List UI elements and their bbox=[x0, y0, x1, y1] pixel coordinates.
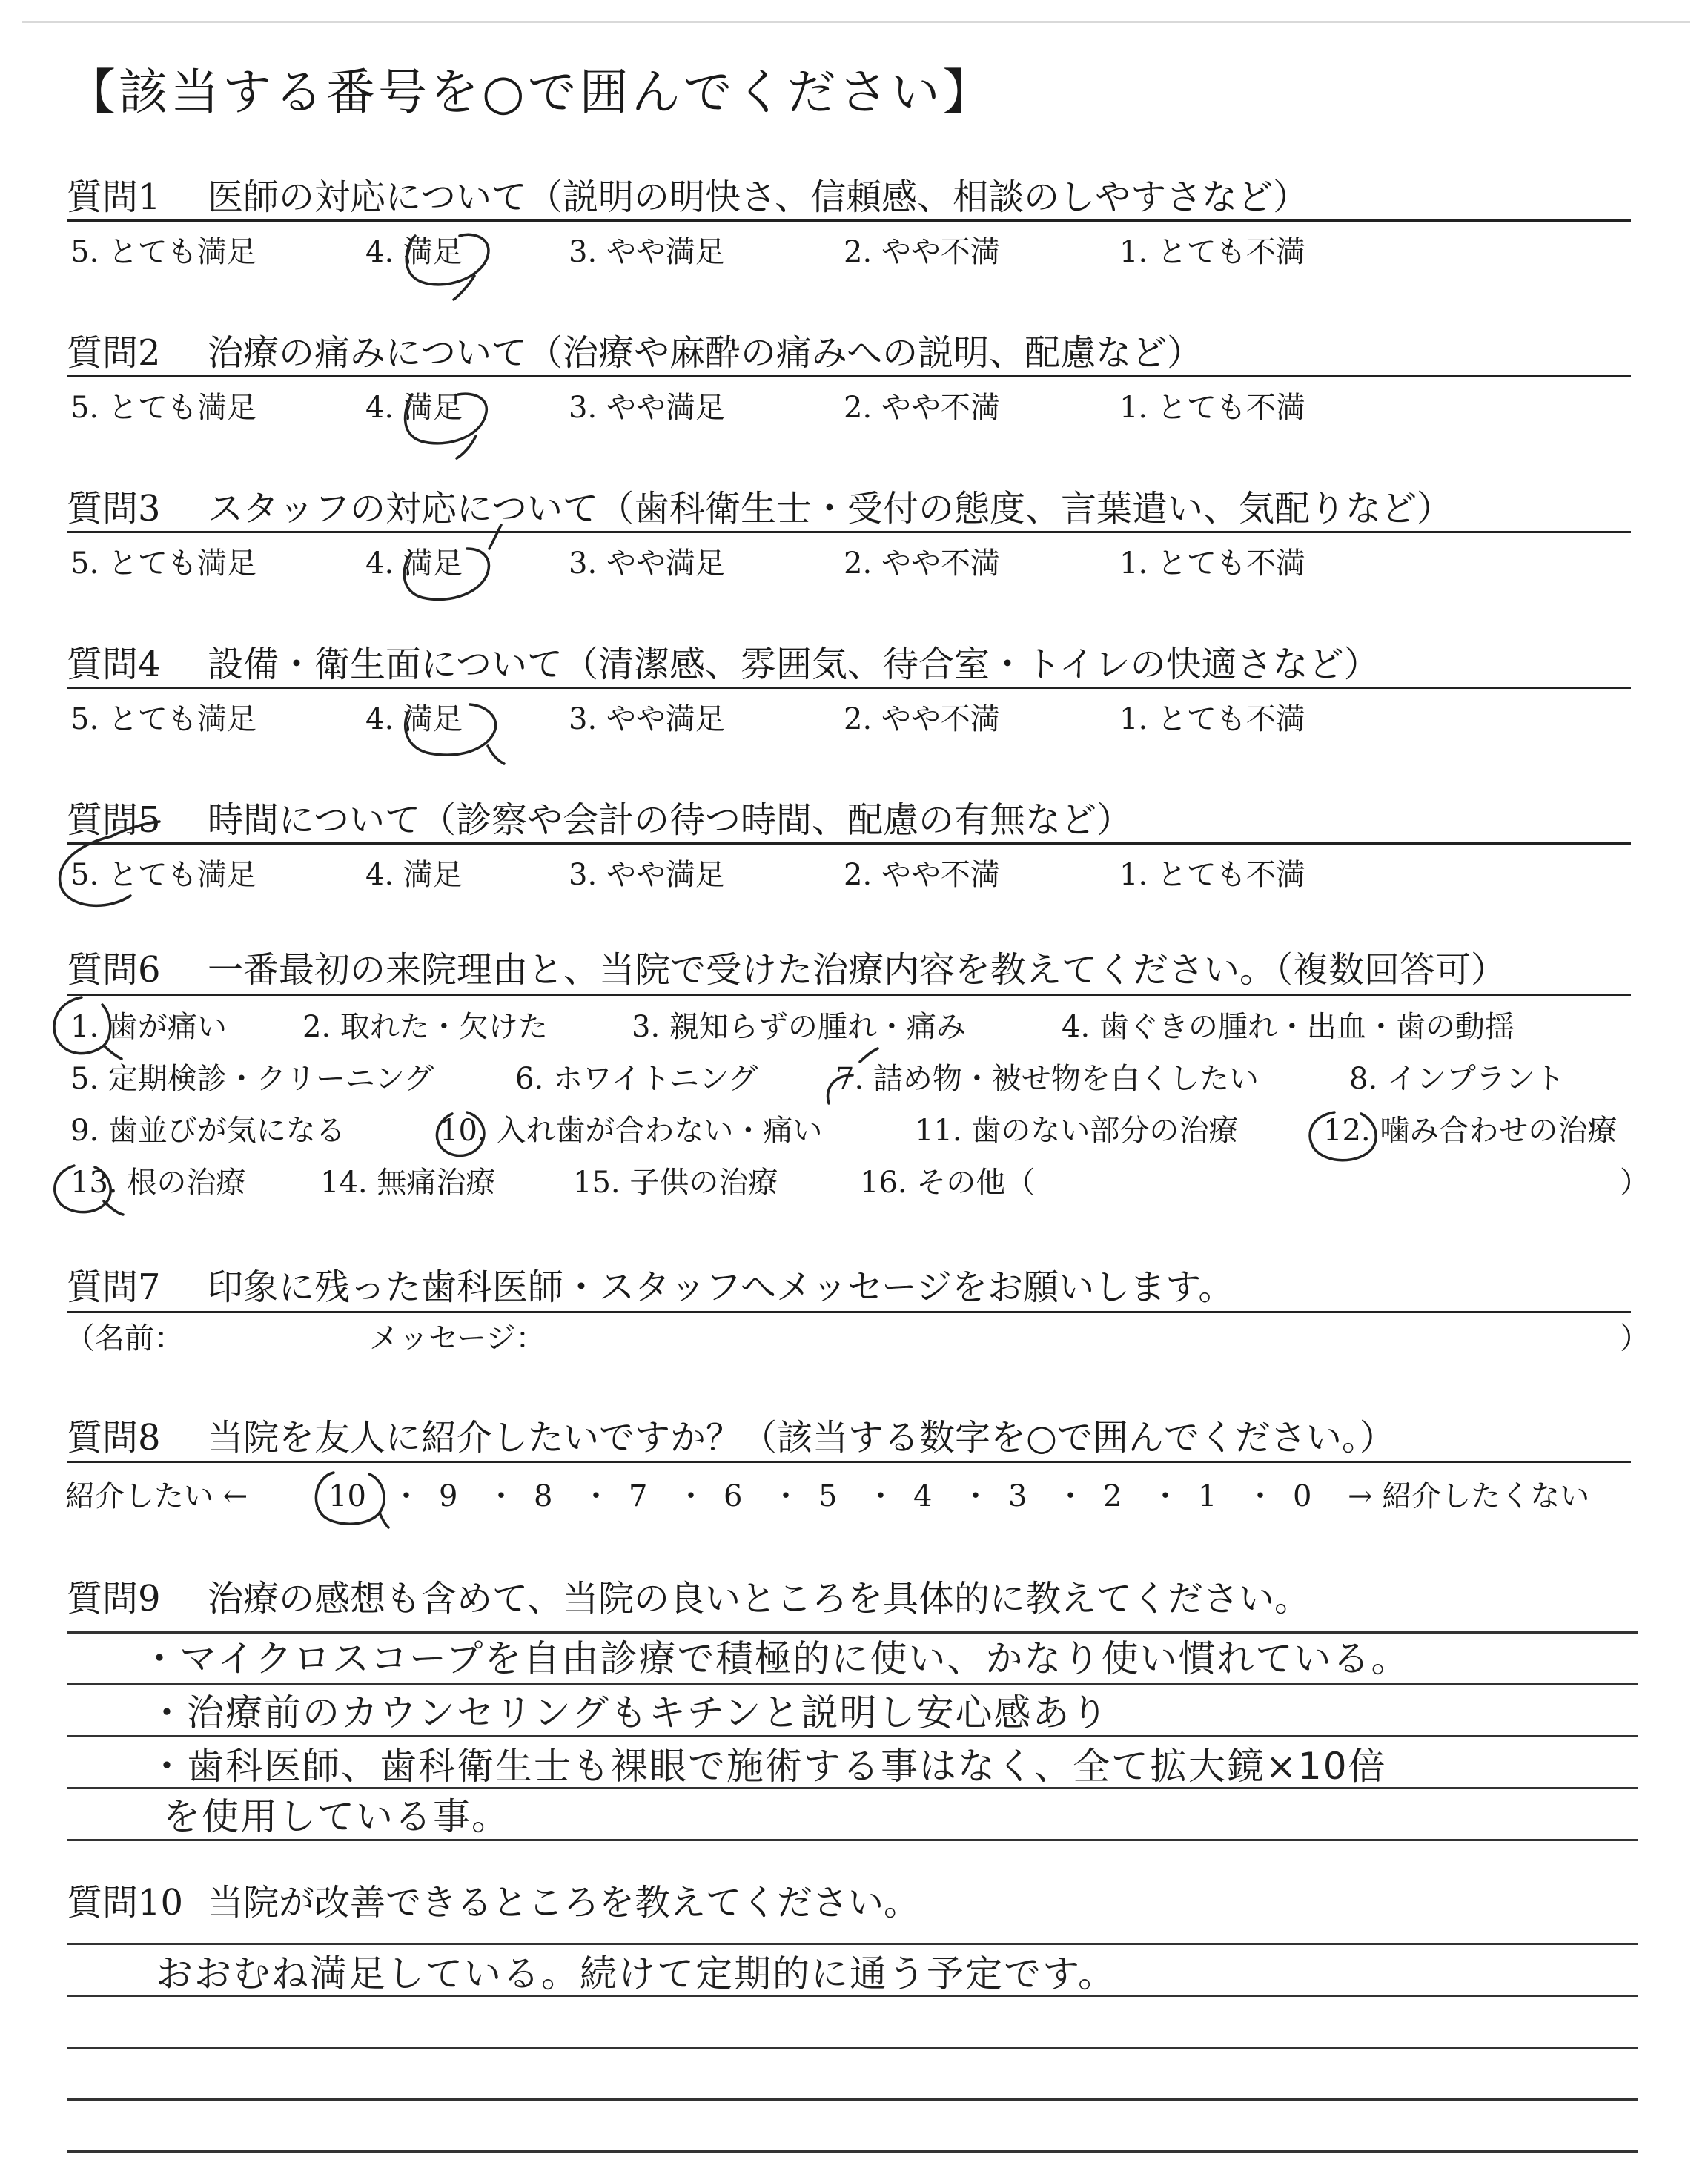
q6-number: 質問6 bbox=[67, 949, 161, 991]
q8-score-9[interactable]: 9 bbox=[439, 1479, 458, 1513]
q9-rule-line bbox=[67, 1839, 1638, 1841]
q1-title bbox=[67, 176, 1309, 218]
q5-number: 質問5 bbox=[67, 799, 161, 841]
q8-number: 質問8 bbox=[67, 1417, 161, 1459]
q8-score-2[interactable]: 2 bbox=[1103, 1479, 1122, 1513]
q5-option-2[interactable]: 2. やや不満 bbox=[844, 858, 1000, 892]
q6-option-5[interactable]: 5. 定期検診・クリーニング bbox=[70, 1062, 434, 1096]
q4-option-4[interactable]: 4. 満足 bbox=[365, 702, 463, 736]
q6-option-16[interactable]: 16. その他（ bbox=[860, 1166, 1036, 1200]
q5-option-4[interactable]: 4. 満足 bbox=[365, 858, 463, 892]
q6-option-4[interactable]: 4. 歯ぐきの腫れ・出血・歯の動揺 bbox=[1062, 1010, 1515, 1044]
q9-answer-line-4: を使用している事。 bbox=[163, 1795, 510, 1838]
q3-option-1[interactable]: 1. とても不満 bbox=[1119, 546, 1305, 581]
q7-underline bbox=[67, 1311, 1631, 1313]
q8-dot: ・ bbox=[1056, 1479, 1085, 1513]
q2-option-4[interactable]: 4. 満足 bbox=[365, 391, 463, 425]
q1-underline bbox=[67, 219, 1631, 222]
q6-title bbox=[67, 949, 1507, 991]
q2-underline bbox=[67, 375, 1631, 377]
q1-option-4[interactable]: 4. 満足 bbox=[365, 235, 463, 269]
q8-left-label: 紹介したい ← bbox=[65, 1479, 248, 1513]
q6-underline bbox=[67, 994, 1631, 996]
q8-score-4[interactable]: 4 bbox=[913, 1479, 933, 1513]
top-border bbox=[22, 21, 1690, 23]
q5-title bbox=[67, 799, 1133, 841]
q8-score-6[interactable]: 6 bbox=[724, 1479, 743, 1513]
q2-option-5[interactable]: 5. とても満足 bbox=[70, 391, 256, 425]
q1-option-2[interactable]: 2. やや不満 bbox=[844, 235, 1000, 269]
q3-number: 質問3 bbox=[67, 488, 161, 529]
q6-option-9[interactable]: 9. 歯並びが気になる bbox=[70, 1114, 345, 1148]
q6-option-2[interactable]: 2. 取れた・欠けた bbox=[302, 1010, 548, 1044]
q8-score-3[interactable]: 3 bbox=[1008, 1479, 1027, 1513]
q2-option-3[interactable]: 3. やや満足 bbox=[569, 391, 725, 425]
q6-option-8[interactable]: 8. インプラント bbox=[1349, 1062, 1565, 1096]
q6-option-15[interactable]: 15. 子供の治療 bbox=[573, 1166, 778, 1200]
q6-option-13[interactable]: 13. 根の治療 bbox=[70, 1166, 246, 1200]
q4-option-2[interactable]: 2. やや不満 bbox=[844, 702, 1000, 736]
page-title: 【該当する番号を○で囲んでください】 bbox=[67, 64, 995, 121]
q7-number: 質問7 bbox=[67, 1266, 161, 1308]
q3-text: スタッフの対応について（歯科衛生士・受付の態度、言葉遣い、気配りなど） bbox=[208, 488, 1453, 529]
q1-text: 医師の対応について（説明の明快さ、信頼感、相談のしやすさなど） bbox=[208, 176, 1309, 218]
q1-number: 質問1 bbox=[67, 176, 161, 218]
q9-number: 質問9 bbox=[67, 1578, 161, 1619]
q3-underline bbox=[67, 531, 1631, 533]
q8-score-5[interactable]: 5 bbox=[818, 1479, 838, 1513]
q8-dot: ・ bbox=[486, 1479, 516, 1513]
q3-option-2[interactable]: 2. やや不満 bbox=[844, 546, 1000, 581]
q4-underline bbox=[67, 687, 1631, 689]
q6-option-11[interactable]: 11. 歯のない部分の治療 bbox=[915, 1114, 1239, 1148]
q3-title bbox=[67, 488, 1453, 529]
q8-dot: ・ bbox=[771, 1479, 801, 1513]
q5-text: 時間について（診察や会計の待つ時間、配慮の有無など） bbox=[208, 799, 1133, 841]
q8-title bbox=[67, 1417, 1395, 1459]
q9-rule-line bbox=[67, 1735, 1638, 1737]
q2-option-1[interactable]: 1. とても不満 bbox=[1119, 391, 1305, 425]
q8-score-1[interactable]: 1 bbox=[1198, 1479, 1217, 1513]
q6-option-14[interactable]: 14. 無痛治療 bbox=[320, 1166, 496, 1200]
q5-underline bbox=[67, 842, 1631, 845]
q8-dot: ・ bbox=[676, 1479, 706, 1513]
q2-text: 治療の痛みについて（治療や麻酔の痛みへの説明、配慮など） bbox=[208, 332, 1203, 374]
q10-title bbox=[67, 1882, 920, 1923]
q1-option-3[interactable]: 3. やや満足 bbox=[569, 235, 725, 269]
q2-option-2[interactable]: 2. やや不満 bbox=[844, 391, 1000, 425]
q10-rule-line bbox=[67, 2098, 1638, 2101]
q1-option-1[interactable]: 1. とても不満 bbox=[1119, 235, 1305, 269]
q4-number: 質問4 bbox=[67, 644, 161, 685]
q9-answer-line-1: ・マイクロスコープを自由診療で積極的に使い、かなり使い慣れている。 bbox=[141, 1637, 1410, 1680]
q8-dot: ・ bbox=[866, 1479, 896, 1513]
q6-option-1[interactable]: 1. 歯が痛い bbox=[70, 1010, 227, 1044]
q6-option-7[interactable]: 7. 詰め物・被せ物を白くしたい bbox=[835, 1062, 1259, 1096]
q9-title bbox=[67, 1578, 1311, 1619]
q2-number: 質問2 bbox=[67, 332, 161, 374]
q4-option-1[interactable]: 1. とても不満 bbox=[1119, 702, 1305, 736]
q8-score-10[interactable]: 10 bbox=[328, 1479, 366, 1513]
q10-text: 当院が改善できるところを教えてください。 bbox=[208, 1882, 920, 1923]
q6-option-12[interactable]: 12. 噛み合わせの治療 bbox=[1323, 1114, 1618, 1148]
q9-text: 治療の感想も含めて、当院の良いところを具体的に教えてください。 bbox=[208, 1578, 1311, 1619]
q8-right-label: → 紹介したくない bbox=[1348, 1479, 1590, 1513]
q3-option-3[interactable]: 3. やや満足 bbox=[569, 546, 725, 581]
q9-rule-line bbox=[67, 1631, 1638, 1634]
q7-message-label: メッセージ： bbox=[369, 1321, 546, 1355]
q4-option-3[interactable]: 3. やや満足 bbox=[569, 702, 725, 736]
q8-score-8[interactable]: 8 bbox=[534, 1479, 553, 1513]
q9-answer-line-2: ・治療前のカウンセリングもキチンと説明し安心感あり bbox=[148, 1691, 1110, 1734]
q8-score-0[interactable]: 0 bbox=[1293, 1479, 1312, 1513]
q10-rule-line bbox=[67, 2047, 1638, 2049]
q8-dot: ・ bbox=[581, 1479, 611, 1513]
q8-dot: ・ bbox=[961, 1479, 990, 1513]
q5-option-1[interactable]: 1. とても不満 bbox=[1119, 858, 1305, 892]
q7-close-paren: ） bbox=[1620, 1321, 1649, 1355]
q5-option-3[interactable]: 3. やや満足 bbox=[569, 858, 725, 892]
q6-other-close-paren: ） bbox=[1620, 1166, 1649, 1200]
q8-dot: ・ bbox=[1245, 1479, 1275, 1513]
q9-rule-line bbox=[67, 1683, 1638, 1685]
q7-title bbox=[67, 1266, 1234, 1308]
q6-option-3[interactable]: 3. 親知らずの腫れ・痛み bbox=[632, 1010, 966, 1044]
q4-text: 設備・衛生面について（清潔感、雰囲気、待合室・トイレの快適さなど） bbox=[208, 644, 1380, 685]
q8-dot: ・ bbox=[391, 1479, 421, 1513]
q8-underline bbox=[67, 1461, 1631, 1463]
q3-option-4[interactable]: 4. 満足 bbox=[365, 546, 463, 581]
q7-text: 印象に残った歯科医師・スタッフへメッセージをお願いします。 bbox=[208, 1266, 1234, 1308]
q6-option-10[interactable]: 10. 入れ歯が合わない・痛い bbox=[440, 1114, 823, 1148]
q8-dot: ・ bbox=[1151, 1479, 1180, 1513]
q9-answer-line-3: ・歯科医師、歯科衛生士も裸眼で施術する事はなく、全て拡大鏡×10倍 bbox=[148, 1745, 1387, 1788]
q1-option-5[interactable]: 5. とても満足 bbox=[70, 235, 256, 269]
q10-number: 質問10 bbox=[67, 1882, 184, 1923]
q4-title bbox=[67, 644, 1380, 685]
q6-text: 一番最初の来院理由と、当院で受けた治療内容を教えてください。（複数回答可） bbox=[208, 949, 1507, 991]
q6-option-6[interactable]: 6. ホワイトニング bbox=[515, 1062, 758, 1096]
q2-title bbox=[67, 332, 1203, 374]
q8-score-7[interactable]: 7 bbox=[629, 1479, 648, 1513]
q8-text: 当院を友人に紹介したいですか？（該当する数字を○で囲んでください。） bbox=[208, 1417, 1395, 1459]
q3-option-5[interactable]: 5. とても満足 bbox=[70, 546, 256, 581]
q4-option-5[interactable]: 5. とても満足 bbox=[70, 702, 256, 736]
q5-option-5[interactable]: 5. とても満足 bbox=[70, 858, 256, 892]
q7-name-label: （名前： bbox=[65, 1321, 184, 1355]
q10-answer-line-1: おおむね満足している。続けて定期的に通う予定です。 bbox=[156, 1952, 1116, 1995]
q10-rule-line bbox=[67, 1943, 1638, 1945]
q10-rule-line bbox=[67, 2150, 1638, 2153]
